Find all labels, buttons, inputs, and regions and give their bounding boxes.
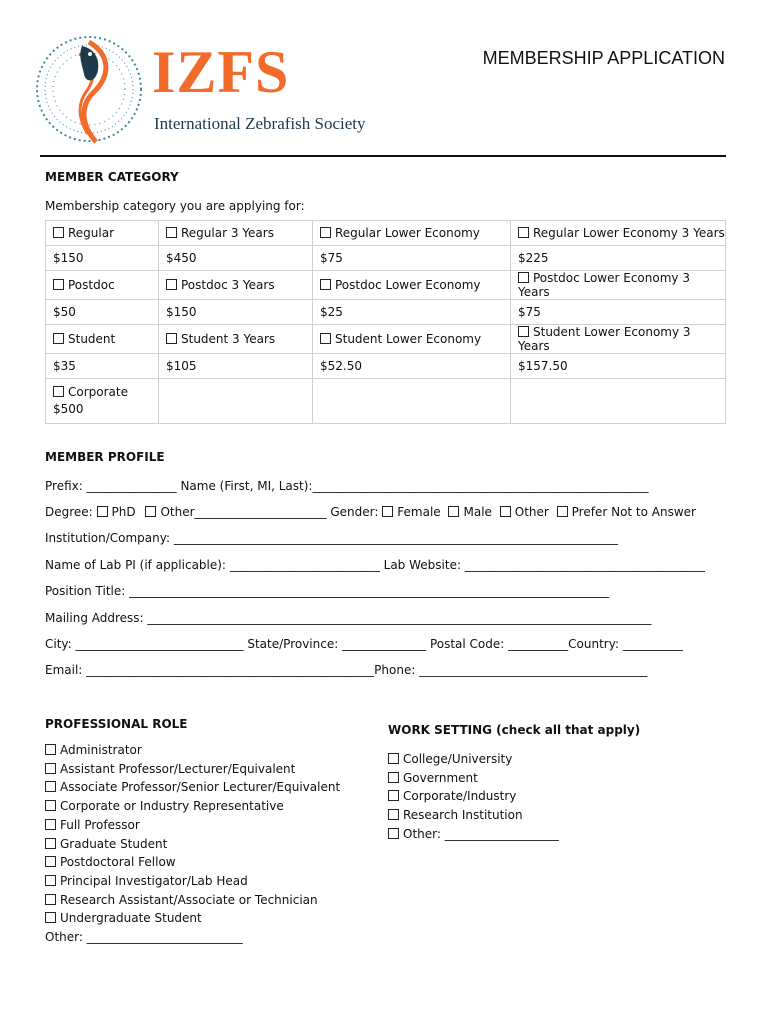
category-label: Student: [68, 332, 116, 346]
list-item[interactable]: [388, 769, 559, 788]
checkbox-icon[interactable]: [45, 912, 56, 923]
position-row: [45, 584, 609, 598]
checkbox-icon[interactable]: [45, 875, 56, 886]
country-label: Country:: [568, 637, 619, 651]
member-category-prompt: Membership category you are applying for:: [45, 199, 305, 213]
category-cell[interactable]: [511, 271, 726, 300]
category-label: Regular Lower Economy: [335, 226, 480, 240]
checkbox-icon[interactable]: [97, 506, 108, 517]
setting-other-label: Other:: [403, 826, 441, 841]
address-row: [45, 637, 683, 651]
email-label: Email:: [45, 663, 83, 677]
list-item[interactable]: [388, 806, 559, 825]
phone-label: Phone:: [374, 663, 416, 677]
list-item[interactable]: [45, 891, 340, 910]
checkbox-icon[interactable]: [166, 279, 177, 290]
checkbox-icon[interactable]: [166, 333, 177, 344]
checkbox-icon[interactable]: [320, 227, 331, 238]
role-label: Assistant Professor/Lecturer/Equivalent: [60, 761, 296, 776]
list-item[interactable]: [388, 787, 559, 806]
category-price: $450: [159, 246, 313, 271]
checkbox-icon[interactable]: [53, 333, 64, 344]
category-label: Postdoc 3 Years: [181, 278, 275, 292]
checkbox-icon[interactable]: [145, 506, 156, 517]
category-price: $75: [313, 246, 511, 271]
category-price: $35: [46, 354, 159, 379]
checkbox-icon[interactable]: [382, 506, 393, 517]
list-item[interactable]: [45, 778, 340, 797]
category-price: $105: [159, 354, 313, 379]
category-label: Corporate: [68, 385, 128, 399]
list-item[interactable]: [388, 825, 559, 844]
checkbox-icon[interactable]: [45, 800, 56, 811]
lab-website-label: Lab Website:: [383, 558, 461, 572]
category-price: $75: [511, 300, 726, 325]
member-category-heading: MEMBER CATEGORY: [45, 170, 179, 184]
phone-field[interactable]: ______________________________________: [419, 663, 648, 677]
list-item[interactable]: [45, 835, 340, 854]
checkbox-icon[interactable]: [518, 326, 529, 337]
institution-field[interactable]: __________________________________________________________________________: [173, 531, 618, 545]
list-item[interactable]: [45, 760, 340, 779]
postal-label: Postal Code:: [429, 637, 505, 651]
category-cell[interactable]: [46, 271, 159, 300]
checkbox-icon[interactable]: [518, 272, 529, 283]
gender-male-option: Male: [463, 505, 492, 519]
gender-label: Gender:: [330, 505, 379, 519]
category-price: $225: [511, 246, 726, 271]
category-cell[interactable]: [46, 325, 159, 354]
list-item[interactable]: [45, 797, 340, 816]
lab-pi-label: Name of Lab PI (if applicable):: [45, 558, 226, 572]
category-cell[interactable]: [313, 221, 511, 246]
work-setting-list: [388, 750, 559, 844]
header-divider: [40, 155, 726, 157]
position-label: Position Title:: [45, 584, 126, 598]
checkbox-icon[interactable]: [320, 333, 331, 344]
category-cell[interactable]: [159, 271, 313, 300]
checkbox-icon[interactable]: [500, 506, 511, 517]
checkbox-icon[interactable]: [448, 506, 459, 517]
checkbox-icon[interactable]: [518, 227, 529, 238]
document-title: MEMBERSHIP APPLICATION: [482, 48, 725, 68]
category-price: $500: [53, 402, 84, 416]
list-item[interactable]: [45, 909, 340, 928]
mailing-row: [45, 611, 651, 625]
gender-other-option: Other: [514, 505, 549, 519]
mailing-field[interactable]: ____________________________________________________________________________________: [147, 611, 652, 625]
name-label: Name (First, MI, Last):: [180, 479, 313, 493]
empty-cell: [511, 379, 726, 424]
checkbox-icon[interactable]: [388, 753, 399, 764]
category-label: Regular 3 Years: [181, 226, 274, 240]
role-other-label: Other:: [45, 930, 83, 945]
lab-pi-row: [45, 558, 705, 572]
role-label: Research Assistant/Associate or Technician: [60, 892, 318, 907]
list-item[interactable]: [45, 816, 340, 835]
degree-other-option: Other: [160, 505, 195, 519]
role-other-field[interactable]: __________________________: [86, 930, 243, 945]
prefix-label: Prefix:: [45, 479, 83, 493]
category-label: Student Lower Economy: [335, 332, 482, 346]
checkbox-icon[interactable]: [53, 386, 64, 397]
gender-female-option: Female: [397, 505, 441, 519]
category-label: Postdoc Lower Economy: [335, 278, 481, 292]
mailing-label: Mailing Address:: [45, 611, 144, 625]
category-label: Regular: [68, 226, 115, 240]
checkbox-icon[interactable]: [45, 838, 56, 849]
list-item[interactable]: [45, 853, 340, 872]
empty-cell: [159, 379, 313, 424]
role-label: Corporate or Industry Representative: [60, 799, 284, 814]
checkbox-icon[interactable]: [45, 894, 56, 905]
category-cell[interactable]: [313, 271, 511, 300]
category-price: $150: [159, 300, 313, 325]
city-label: City:: [45, 637, 72, 651]
setting-label: Research Institution: [403, 808, 523, 823]
lab-pi-field[interactable]: _________________________: [229, 558, 380, 572]
checkbox-icon[interactable]: [45, 819, 56, 830]
degree-other-field[interactable]: ______________________: [194, 505, 327, 519]
category-price: $157.50: [511, 354, 726, 379]
category-label: Regular Lower Economy 3 Years: [533, 226, 725, 240]
category-label: Postdoc: [68, 278, 115, 292]
checkbox-icon[interactable]: [388, 809, 399, 820]
category-cell[interactable]: [313, 325, 511, 354]
role-label: Administrator: [60, 743, 142, 757]
checkbox-icon[interactable]: [320, 279, 331, 290]
checkbox-icon[interactable]: [45, 763, 56, 774]
prefix-field[interactable]: _______________: [86, 479, 177, 493]
degree-gender-row: [45, 505, 696, 519]
category-cell[interactable]: [511, 221, 726, 246]
checkbox-icon[interactable]: [45, 856, 56, 867]
degree-label: Degree:: [45, 505, 93, 519]
role-label: Full Professor: [60, 817, 140, 832]
checkbox-icon[interactable]: [388, 790, 399, 801]
institution-row: [45, 531, 618, 545]
category-price: $150: [46, 246, 159, 271]
lab-website-field[interactable]: ________________________________________: [464, 558, 705, 572]
prefix-name-row: [45, 479, 648, 493]
member-profile-heading: MEMBER PROFILE: [45, 450, 165, 464]
postal-field[interactable]: __________: [508, 637, 569, 651]
brand-logo-text: IZFS: [152, 39, 290, 105]
setting-label: College/University: [403, 752, 513, 766]
izfs-logo-emblem: [34, 34, 144, 144]
setting-label: Corporate/Industry: [403, 789, 517, 804]
list-item[interactable]: [45, 741, 340, 760]
email-field[interactable]: ________________________________________________: [86, 663, 375, 677]
category-price: $25: [313, 300, 511, 325]
country-field[interactable]: __________: [622, 637, 683, 651]
gender-prefer-not-option: Prefer Not to Answer: [571, 505, 696, 519]
role-label: Graduate Student: [60, 836, 168, 851]
membership-category-table: [45, 220, 726, 424]
email-phone-row: [45, 663, 647, 677]
list-item[interactable]: [388, 750, 559, 769]
checkbox-icon[interactable]: [166, 227, 177, 238]
state-label: State/Province:: [247, 637, 339, 651]
category-cell[interactable]: [511, 325, 726, 354]
checkbox-icon[interactable]: [557, 506, 568, 517]
degree-phd-option: PhD: [111, 505, 136, 519]
checkbox-icon[interactable]: [45, 781, 56, 792]
category-cell[interactable]: [46, 221, 159, 246]
name-field[interactable]: ________________________________________________________: [312, 479, 649, 493]
category-label: Postdoc Lower Economy 3 Years: [518, 271, 690, 299]
list-item[interactable]: [45, 872, 340, 891]
institution-label: Institution/Company:: [45, 531, 171, 545]
category-cell-corporate[interactable]: [46, 379, 159, 424]
empty-cell: [313, 379, 511, 424]
checkbox-icon[interactable]: [388, 772, 399, 783]
category-price: $52.50: [313, 354, 511, 379]
professional-role-heading: PROFESSIONAL ROLE: [45, 717, 188, 731]
role-other-row: [45, 928, 340, 947]
role-label: Principal Investigator/Lab Head: [60, 873, 248, 888]
checkbox-icon[interactable]: [388, 828, 399, 839]
state-field[interactable]: ______________: [342, 637, 427, 651]
city-field[interactable]: ____________________________: [75, 637, 244, 651]
role-label: Associate Professor/Senior Lecturer/Equivalent: [60, 780, 341, 795]
checkbox-icon[interactable]: [45, 744, 56, 755]
setting-other-field[interactable]: ___________________: [444, 826, 559, 841]
checkbox-icon[interactable]: [53, 279, 64, 290]
work-setting-heading: WORK SETTING (check all that apply): [388, 723, 641, 737]
category-label: Student Lower Economy 3 Years: [518, 325, 691, 353]
brand-subtitle: International Zebrafish Society: [154, 114, 366, 133]
category-cell[interactable]: [159, 221, 313, 246]
category-price: $50: [46, 300, 159, 325]
category-label: Student 3 Years: [181, 332, 276, 346]
setting-label: Government: [403, 770, 478, 785]
category-cell[interactable]: [159, 325, 313, 354]
checkbox-icon[interactable]: [53, 227, 64, 238]
role-label: Postdoctoral Fellow: [60, 855, 176, 870]
position-field[interactable]: ________________________________________________________________________________: [129, 584, 610, 598]
professional-role-list: [45, 741, 340, 947]
role-label: Undergraduate Student: [60, 911, 202, 926]
